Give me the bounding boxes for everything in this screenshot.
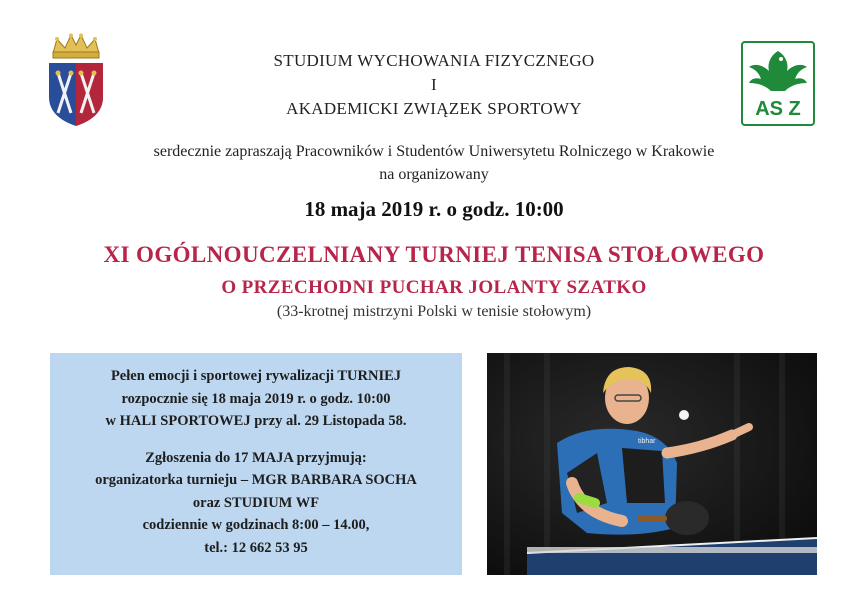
table-tennis-player-photo <box>487 353 817 575</box>
asz-logo-text: AS Z <box>755 98 801 120</box>
info-line: oraz STUDIUM WF <box>192 494 320 511</box>
tournament-title: XI OGÓLNOUCZELNIANY TURNIEJ TENISA STOŁOWEGO <box>103 242 765 267</box>
invitation-line-2: na organizowany <box>379 166 489 183</box>
organizer-line-2: AKADEMICKI ZWIĄZEK SPORTOWY <box>286 99 582 118</box>
organizer-line-1: STUDIUM WYCHOWANIA FIZYCZNEGO <box>273 51 595 70</box>
tournament-cup-title: O PRZECHODNI PUCHAR JOLANTY SZATKO <box>221 277 647 298</box>
info-line: Pełen emocji i sportowej rywalizacji TURNIEJ <box>110 368 402 384</box>
tournament-subtitle: (33-krotnej mistrzyni Polski w tenisie stołowym) <box>276 303 592 320</box>
event-date: 18 maja 2019 r. o godz. 10:00 <box>304 197 564 221</box>
info-line: rozpocznie się 18 maja 2019 r. o godz. 10:00 <box>121 390 391 407</box>
info-line: w HALI SPORTOWEJ przy al. 29 Listopada 58. <box>105 413 407 429</box>
asz-eagle-logo-icon <box>741 41 815 126</box>
info-box <box>50 353 462 575</box>
organizer-conjunction: I <box>431 75 437 94</box>
info-line: codziennie w godzinach 8:00 – 14.00, <box>142 517 370 533</box>
info-line: Zgłoszenia do 17 MAJA przyjmują: <box>145 449 367 466</box>
jersey-text: tibhar <box>638 438 656 445</box>
info-line: tel.: 12 662 53 95 <box>204 539 308 556</box>
info-line: organizatorka turnieju – MGR BARBARA SOCHA <box>95 472 417 488</box>
invitation-line-1: serdecznie zapraszają Pracowników i Studentów Uniwersytetu Rolniczego w Krakowie <box>153 143 715 160</box>
